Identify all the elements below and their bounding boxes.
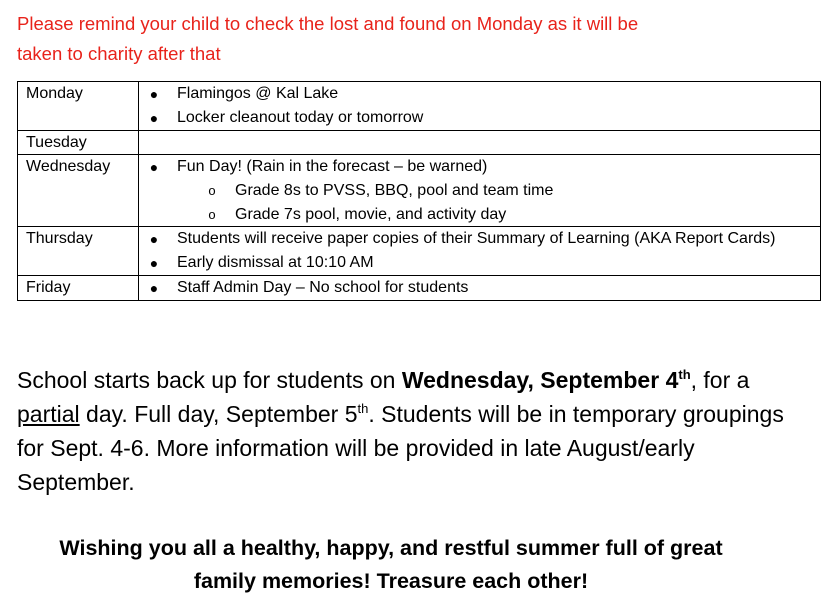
day-label-wednesday: Wednesday — [18, 155, 139, 227]
start-date: Wednesday, September 4 — [401, 367, 679, 393]
schedule-row-monday — [18, 82, 821, 131]
list-item: ● Staff Admin Day – No school for students — [147, 276, 820, 300]
bullet-icon: ● — [149, 280, 159, 296]
day-label-monday: Monday — [18, 82, 139, 131]
list-item: ● Early dismissal at 10:10 AM — [147, 251, 820, 275]
day-label-thursday: Thursday — [18, 227, 139, 276]
reminder-line-2: taken to charity after that — [17, 43, 221, 64]
day-content-monday — [139, 82, 821, 131]
bullet-icon: ● — [149, 86, 159, 102]
sub-list-item: o Grade 8s to PVSS, BBQ, pool and team time — [147, 179, 820, 203]
bullet-icon: ● — [149, 110, 159, 126]
list-item: ● Locker cleanout today or tomorrow — [147, 106, 820, 130]
bullet-icon: ● — [149, 159, 159, 175]
reminder-line-1: Please remind your child to check the lost and found on Monday as it will be — [17, 13, 639, 34]
closing-line-1: Wishing you all a healthy, happy, and restful summer full of great — [59, 536, 723, 560]
schedule-row-tuesday — [18, 131, 821, 155]
weekly-schedule-table — [17, 81, 821, 301]
partial-word: partial — [17, 401, 80, 427]
list-item: ● Students will receive paper copies of their Summary of Learning (AKA Report Cards) — [147, 227, 820, 251]
day-content-friday — [139, 276, 821, 301]
day-label-friday: Friday — [18, 276, 139, 301]
lost-and-found-reminder — [17, 9, 797, 69]
bullet-icon: ● — [149, 255, 159, 271]
day-content-tuesday — [139, 131, 821, 155]
closing-message — [0, 532, 782, 598]
list-item: ● Flamingos @ Kal Lake — [147, 82, 820, 106]
school-start-notice: School starts back up for students on Wednesday, September 4th, for a partial day. Full day, September 5th. Students will be in temporary groupings for Sept. 4-6. More information will be provided in late August/early September. — [17, 367, 784, 495]
bullet-icon: ● — [149, 231, 159, 247]
schedule-row-friday — [18, 276, 821, 301]
schedule-row-wednesday — [18, 155, 821, 227]
closing-line-2: family memories! Treasure each other! — [193, 569, 589, 593]
day-content-thursday — [139, 227, 821, 276]
schedule-row-thursday — [18, 227, 821, 276]
list-item: ● Fun Day! (Rain in the forecast – be warned) — [147, 155, 820, 179]
sub-list-item: o Grade 7s pool, movie, and activity day — [147, 203, 820, 227]
circle-bullet-icon: o — [208, 183, 216, 198]
day-content-wednesday — [139, 155, 821, 227]
day-label-tuesday: Tuesday — [18, 131, 139, 155]
circle-bullet-icon: o — [208, 206, 216, 222]
